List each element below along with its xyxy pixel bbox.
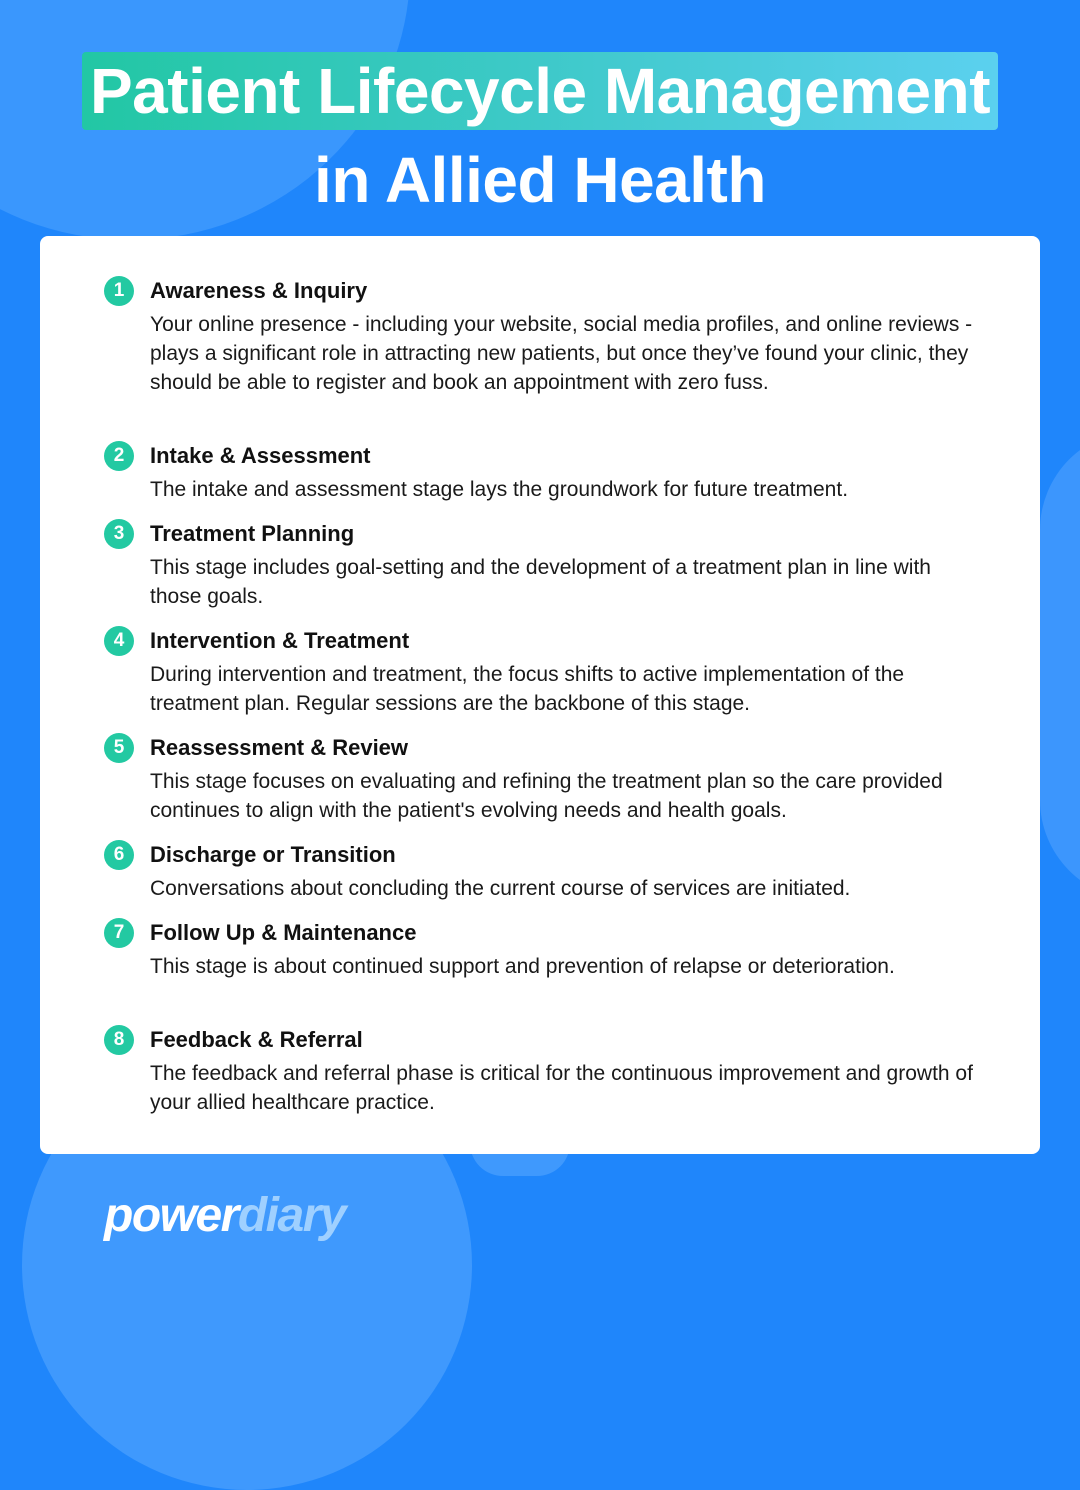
logo-part-power: power — [104, 1189, 238, 1242]
stage-description: The feedback and referral phase is critical for the continuous improvement and growth of your allied healthcare practice. — [150, 1062, 973, 1114]
stage-number-badge: 5 — [104, 733, 134, 763]
powerdiary-logo — [104, 1188, 345, 1244]
stage-title: Treatment Planning — [150, 521, 355, 546]
stage-description: During intervention and treatment, the focus shifts to active implementation of the treatment plan. Regular sessions are the backbone of this stage. — [150, 663, 905, 715]
stage-number-badge: 3 — [104, 519, 134, 549]
stage-title: Reassessment & Review — [150, 735, 409, 760]
stage-title: Intervention & Treatment — [150, 628, 410, 653]
title-line-1: Patient Lifecycle Management — [82, 52, 998, 130]
stage-description: This stage is about continued support and prevention of relapse or deterioration. — [150, 955, 895, 978]
stage-title: Intake & Assessment — [150, 443, 371, 468]
stage-description: Your online presence - including your website, social media profiles, and online reviews - plays a significant role in attracting new patients, but once they’ve found your clinic, they should be able to register and book an appointment with zero fuss. — [150, 313, 973, 394]
stage-description: The intake and assessment stage lays the groundwork for future treatment. — [150, 478, 849, 501]
logo-part-diary: diary — [237, 1189, 346, 1242]
background-shape-right — [1040, 430, 1080, 900]
stage-title: Feedback & Referral — [150, 1027, 363, 1052]
stage-title: Discharge or Transition — [150, 842, 396, 867]
stage-number-badge: 6 — [104, 840, 134, 870]
title-line-2: in Allied Health — [314, 144, 766, 216]
stage-title: Awareness & Inquiry — [150, 278, 368, 303]
stage-description: Conversations about concluding the current course of services are initiated. — [150, 877, 851, 900]
stage-number-badge: 7 — [104, 918, 134, 948]
stages-card — [40, 236, 1040, 1154]
stage-title: Follow Up & Maintenance — [150, 920, 417, 945]
page-title — [0, 52, 1080, 220]
stage-number-badge: 4 — [104, 626, 134, 656]
stage-description: This stage includes goal-setting and the development of a treatment plan in line with those goals. — [150, 556, 931, 608]
stage-number-badge: 2 — [104, 441, 134, 471]
stage-number-badge: 1 — [104, 276, 134, 306]
stage-description: This stage focuses on evaluating and refining the treatment plan so the care provided continues to align with the patient's evolving needs and health goals. — [150, 770, 943, 822]
stage-number-badge: 8 — [104, 1025, 134, 1055]
